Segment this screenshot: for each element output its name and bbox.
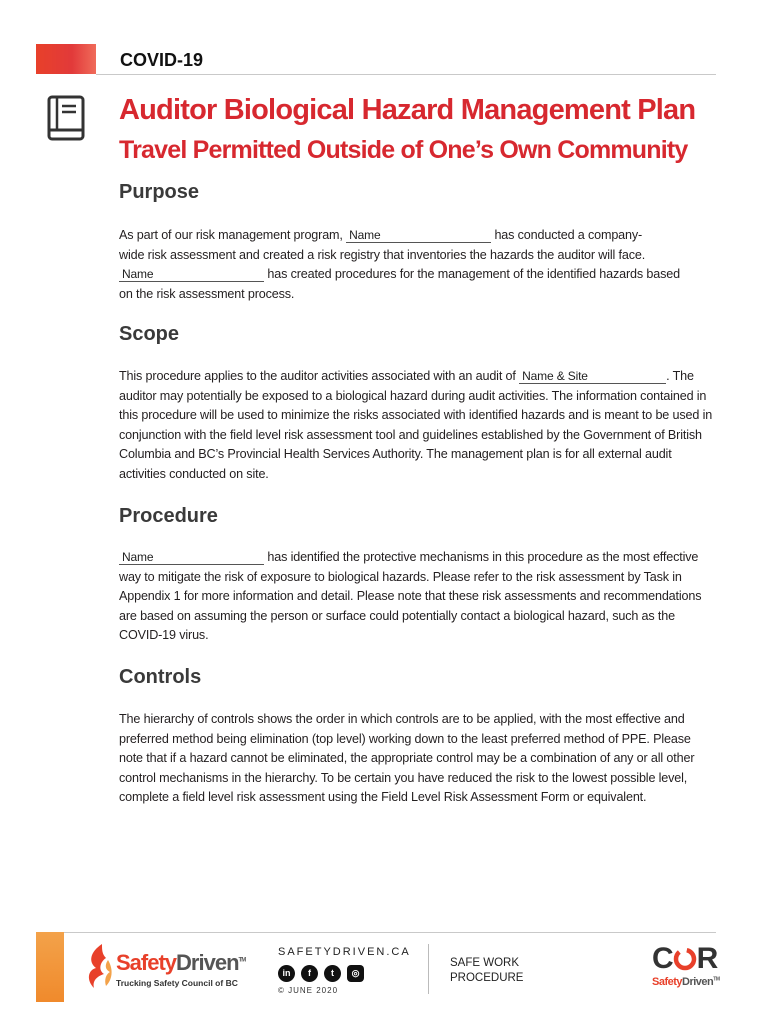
twitter-icon[interactable]: t bbox=[324, 965, 341, 982]
book-icon bbox=[44, 94, 88, 142]
website-link[interactable]: SAFETYDRIVEN.CA bbox=[278, 946, 411, 958]
purpose-heading: Purpose bbox=[119, 181, 200, 203]
document-type: SAFE WORK PROCEDURE bbox=[450, 957, 524, 984]
cor-logo: C R SafetyDriven™ bbox=[652, 942, 720, 988]
instagram-icon[interactable]: ◎ bbox=[347, 965, 364, 982]
social-links bbox=[278, 963, 370, 982]
facebook-icon[interactable]: f bbox=[301, 965, 318, 982]
safetydriven-logo: SafetyDriven™ Trucking Safety Council of BC bbox=[84, 940, 254, 996]
controls-heading: Controls bbox=[119, 666, 202, 688]
controls-paragraph: The hierarchy of controls shows the order in which controls are to be applied, with the most effective and preferred method being elimination (top level) working down to the least preferred method of PPE. Please note that if a hazard cannot be eliminated, the appropriate control may be a combination of any or all other control mechanisms in the hierarchy. To be certain you have reduced the risk to the lowest possible level, complete a field level risk assessment using the Field Level Risk Assessment Form or equivalent. bbox=[119, 712, 695, 804]
company-name-field-2[interactable]: Name bbox=[119, 267, 264, 282]
flame-icon bbox=[84, 942, 114, 990]
linkedin-icon[interactable]: in bbox=[278, 965, 295, 982]
company-name-field[interactable]: Name bbox=[346, 228, 491, 243]
footer-divider bbox=[64, 932, 716, 933]
publication-date: © JUNE 2020 bbox=[278, 986, 339, 995]
procedure-name-field[interactable]: Name bbox=[119, 550, 264, 565]
header-divider bbox=[96, 74, 716, 75]
footer-accent-bar bbox=[36, 932, 64, 1002]
procedure-paragraph: Name has identified the protective mechanisms in this procedure as the most effective way to mitigate the risk of exposure to biological hazards. Please refer to the risk assessment by Task in Appendix 1 for more information and detail. Please note that these risk assessments and recommendations are based on assuming the person or surface could potentially contact a biological hazard, such as the COVID-19 virus. bbox=[119, 550, 702, 642]
page-title: Auditor Biological Hazard Management Plan bbox=[119, 94, 696, 126]
scope-paragraph: This procedure applies to the auditor activities associated with an audit of Name & Site . The auditor may potentially be exposed to a biological hazard during audit activities. The information contained in this procedure will be used to minimize the risks associated with identified hazards and is meant to be used in conjunction with the field level risk assessment tool and guidelines established by the Government of British Columbia and BC’s Provincial Health Services Authority. The management plan is for all external audit activities conducted on site. bbox=[119, 369, 713, 481]
document-kicker: COVID-19 bbox=[120, 50, 204, 70]
header-accent-bar bbox=[36, 44, 96, 74]
scope-heading: Scope bbox=[119, 323, 180, 345]
footer-separator bbox=[428, 944, 429, 994]
purpose-paragraph: As part of our risk management program, Name has conducted a company- wide risk assessment and created a risk registry that inventories the hazards the auditor will face. Name has created procedures for the management of the identified hazards based on the risk assessment process. bbox=[119, 228, 680, 301]
page-subtitle: Travel Permitted Outside of One’s Own Community bbox=[119, 136, 688, 164]
cor-ring-icon bbox=[673, 947, 697, 971]
audit-name-site-field[interactable]: Name & Site bbox=[519, 369, 666, 384]
procedure-heading: Procedure bbox=[119, 505, 218, 527]
